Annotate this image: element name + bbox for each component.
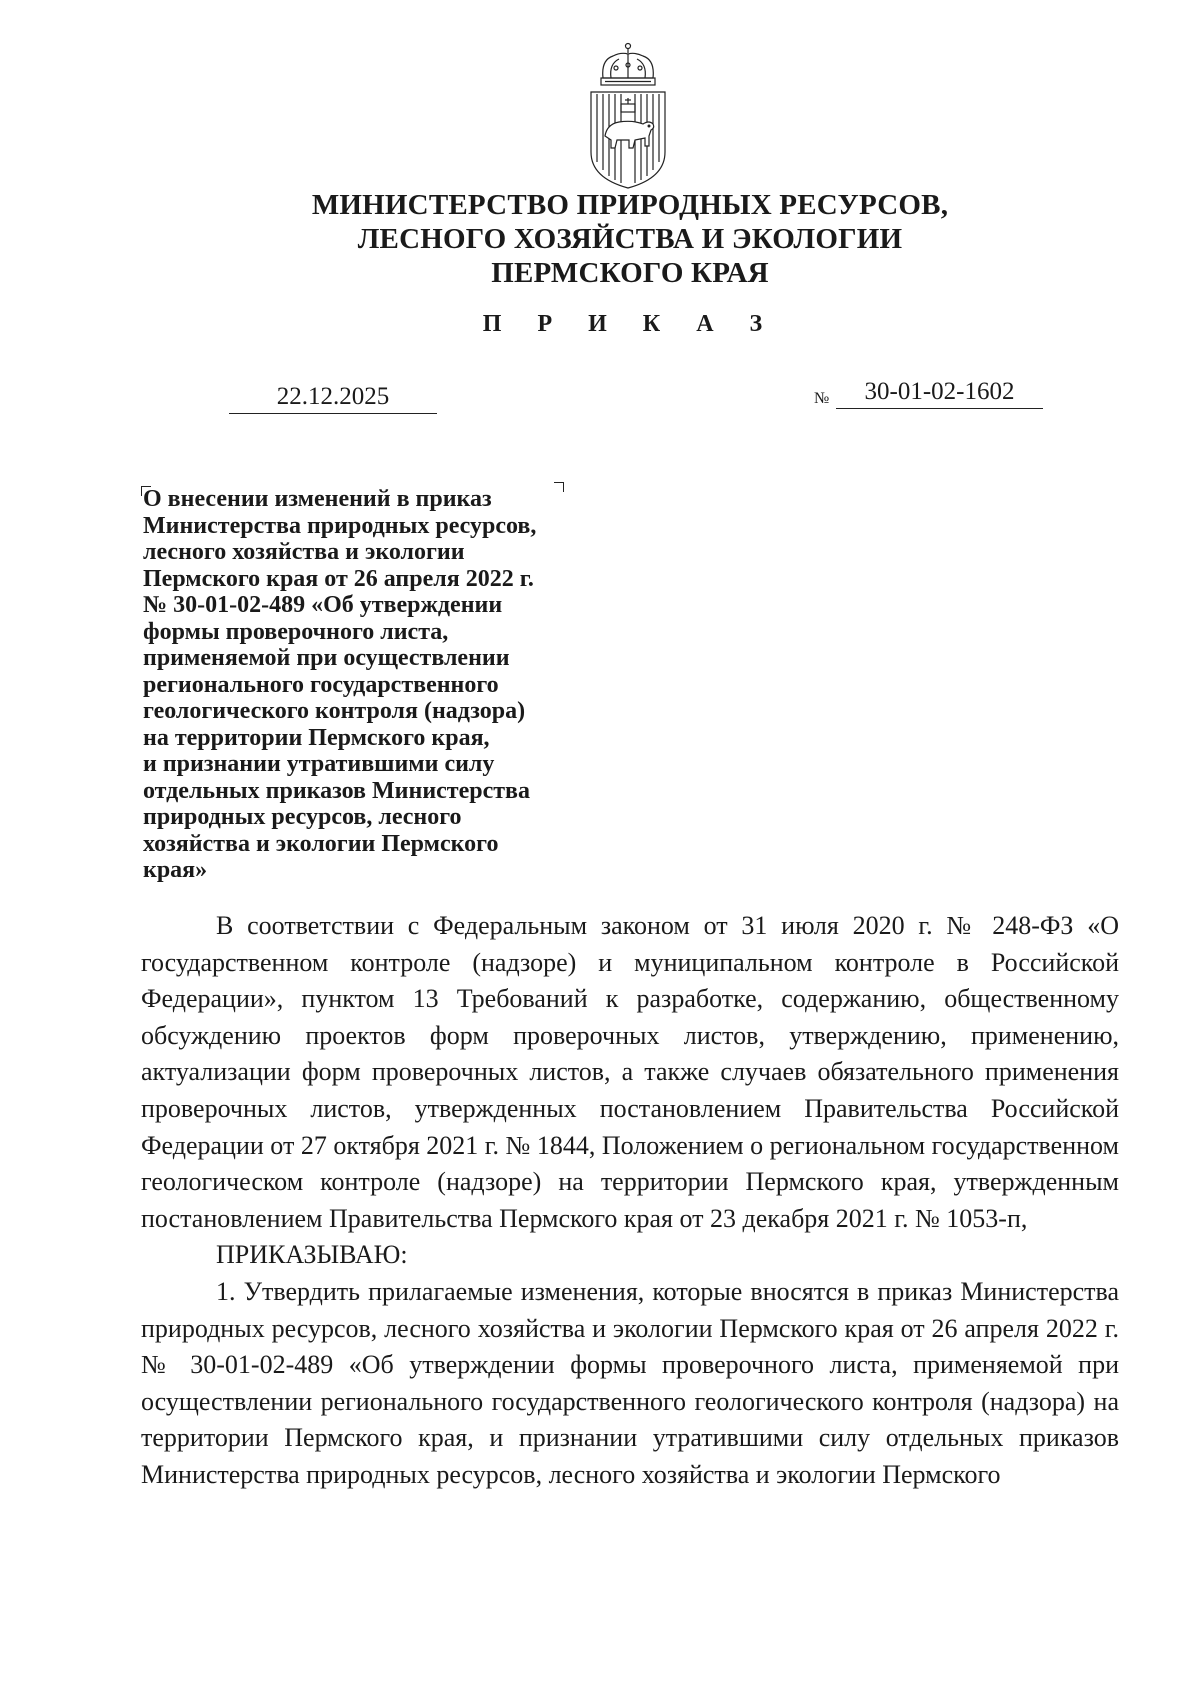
subject-line: и признании утратившими силу [143,751,495,777]
subject-line: края» [143,857,208,883]
subject-line: применяемой при осуществлении [143,645,510,671]
preamble-paragraph: В соответствии с Федеральным законом от 31 июля 2020 г. № 248-ФЗ «О государственном контроле (надзоре) и муниципальном контроле в Российской Федерации», пунктом 13 Требований к разработке, содержанию, общественному обсуждению проектов форм проверочных листов, утверждению, применению, актуализации форм проверочных листов, а также случаев обязательного применения проверочных листов, утвержденных постановлением Правительства Российской Федерации от 27 октября 2021 г. № 1844, Положением о региональном государственном геологическом контроле (надзоре) на территории Пермского края, утвержденным постановлением Правительства Пермского края от 23 декабря 2021 г. № 1053-п, [141,911,1119,1233]
subject-line: О внесении изменений в приказ [143,486,492,512]
document-number: 30-01-02-1602 [836,376,1043,409]
ministry-name-line-1: МИНИСТЕРСТВО ПРИРОДНЫХ РЕСУРСОВ, [311,189,949,221]
subject-line: регионального государственного [143,671,499,698]
subject-line: лесного хозяйства и экологии [143,539,465,565]
subject-line: на территории Пермского края, [143,724,490,751]
document-body [141,908,1119,1494]
subject-line: формы проверочного листа, [143,618,449,645]
subject-line: хозяйства и экологии Пермского [143,830,499,857]
document-subject [143,486,633,884]
ministry-name [200,188,1060,290]
subject-line: № 30-01-02-489 «Об утверждении [143,592,503,618]
document-type-title: П Р И К А З [482,311,778,337]
decree-word: ПРИКАЗЫВАЮ: [216,1240,408,1270]
subject-line: геологического контроля (надзора) [143,698,526,724]
subject-line: природных ресурсов, лесного [143,804,462,830]
item-1-paragraph: 1. Утвердить прилагаемые изменения, которые вносятся в приказ Министерства природных ресурсов, лесного хозяйства и экологии Пермского края от 26 апреля 2022 г. № 30-01-02-489 «Об утверждении формы проверочного листа, применяемой при осуществлении регионального государственного геологического контроля (надзора) на территории Пермского края, и признании утратившими силу отдельных приказов Министерства природных ресурсов, лесного хозяйства и экологии Пермского [141,1276,1119,1489]
subject-line: отдельных приказов Министерства [143,777,530,804]
document-date: 22.12.2025 [229,381,437,414]
coat-of-arms-emblem [583,40,673,190]
ministry-name-line-3: ПЕРМСКОГО КРАЯ [491,257,769,289]
ministry-name-line-2: ЛЕСНОГО ХОЗЯЙСТВА И ЭКОЛОГИИ [357,223,903,255]
subject-line: Пермского края от 26 апреля 2022 г. [143,565,534,592]
subject-line: Министерства природных ресурсов, [143,512,537,539]
number-sign: № [814,390,830,407]
